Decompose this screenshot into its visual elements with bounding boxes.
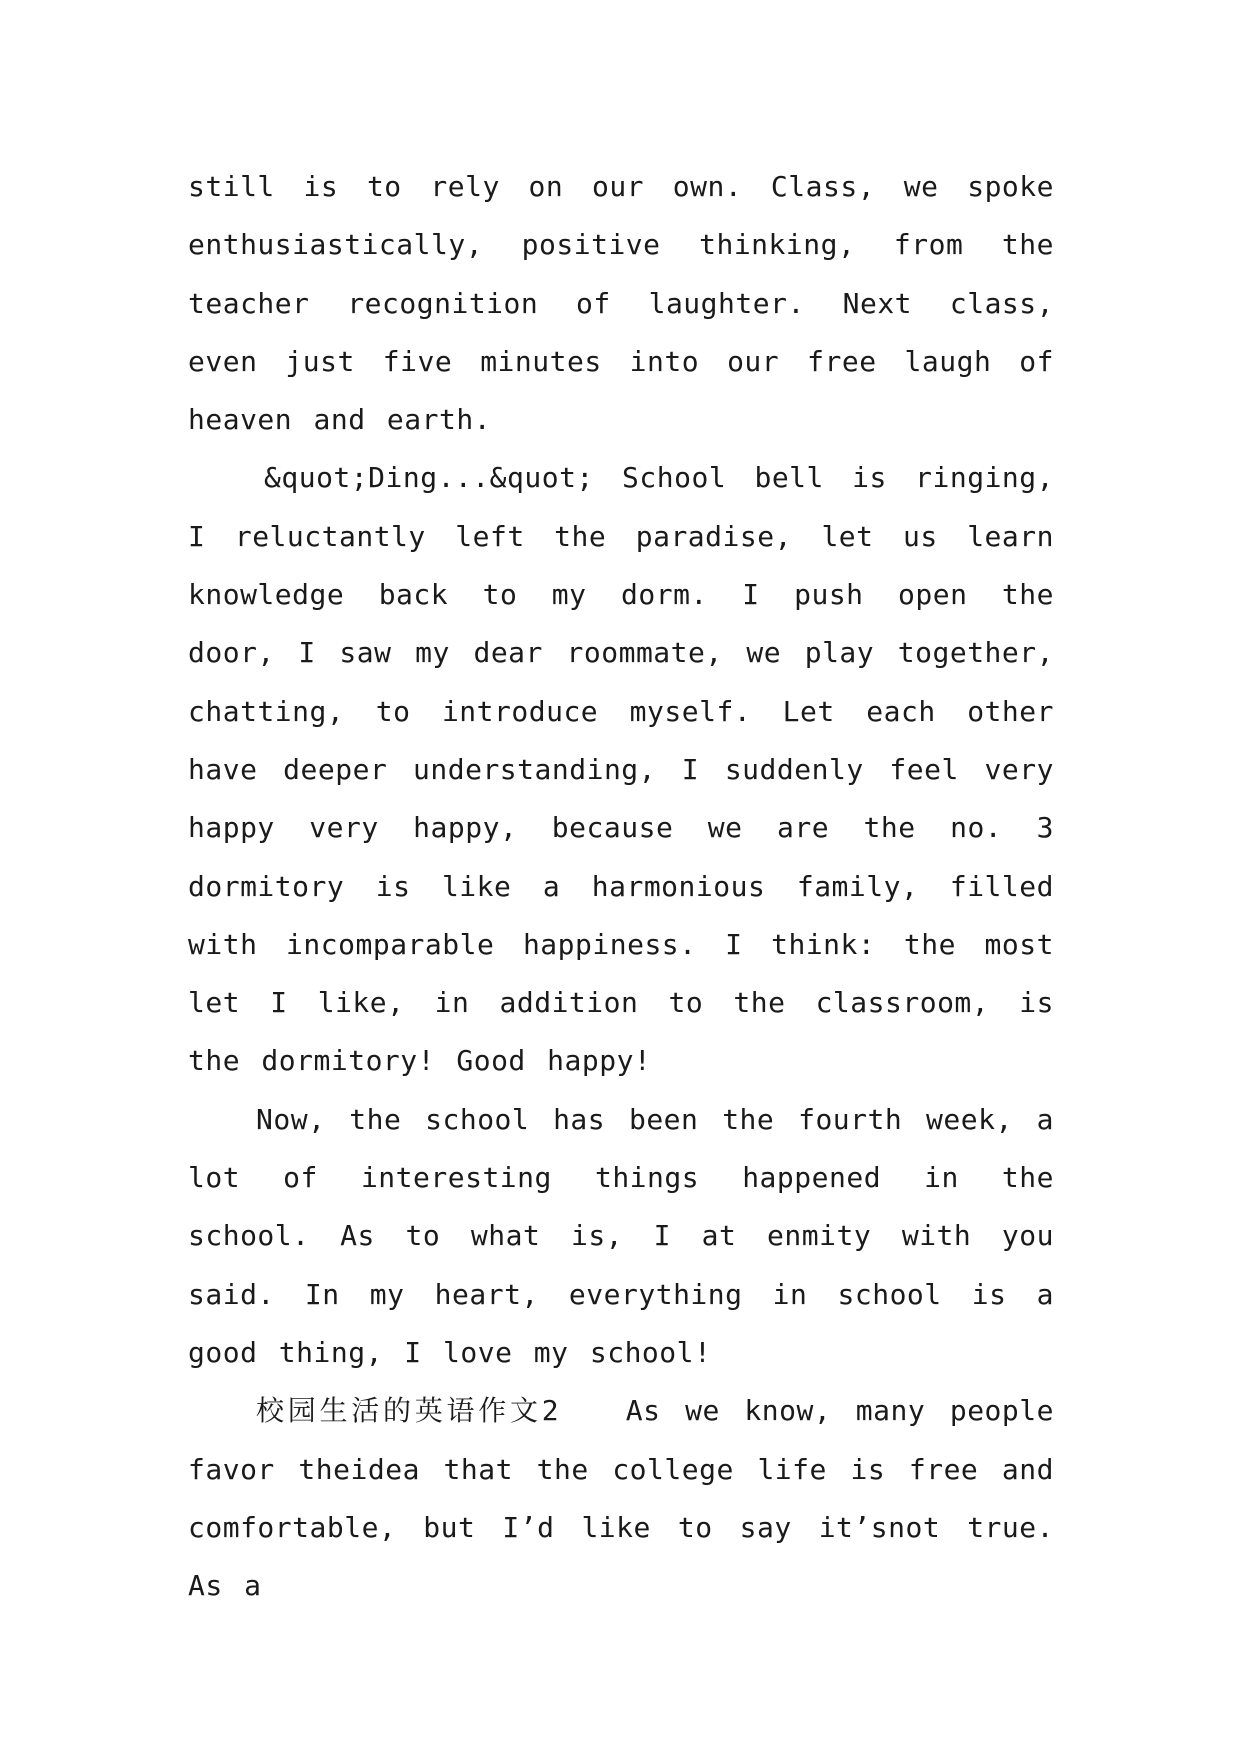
paragraph-4: 校园生活的英语作文2 As we know, many people favor theidea that the college life is free and comfortable, but I’d like to say it’snot true. As a bbox=[188, 1394, 1054, 1603]
paragraph-1: still is to rely on our own. Class, we spoke enthusiastically, positive thinking, from the teacher recognition of laughter. Next class, even just five minutes into our free laugh of heaven and earth. bbox=[188, 170, 1054, 437]
document-page bbox=[188, 158, 1054, 1615]
paragraph-3: Now, the school has been the fourth week, a lot of interesting things happened in the school. As to what is, I at enmity with you said. In my heart, everything in school is a good thing, I love my school! bbox=[188, 1102, 1054, 1369]
paragraph-2: &quot;Ding...&quot; School bell is ringing, I reluctantly left the paradise, let us learn knowledge back to my dorm. I push open the door, I saw my dear roommate, we play together, chatting, to introduce myself. Let each other have deeper understanding, I suddenly feel very happy very happy, because we are the no. 3 dormitory is like a harmonious family, filled with incomparable happiness. I think: the most let I like, in addition to the classroom, is the dormitory! Good happy! bbox=[188, 461, 1054, 1078]
